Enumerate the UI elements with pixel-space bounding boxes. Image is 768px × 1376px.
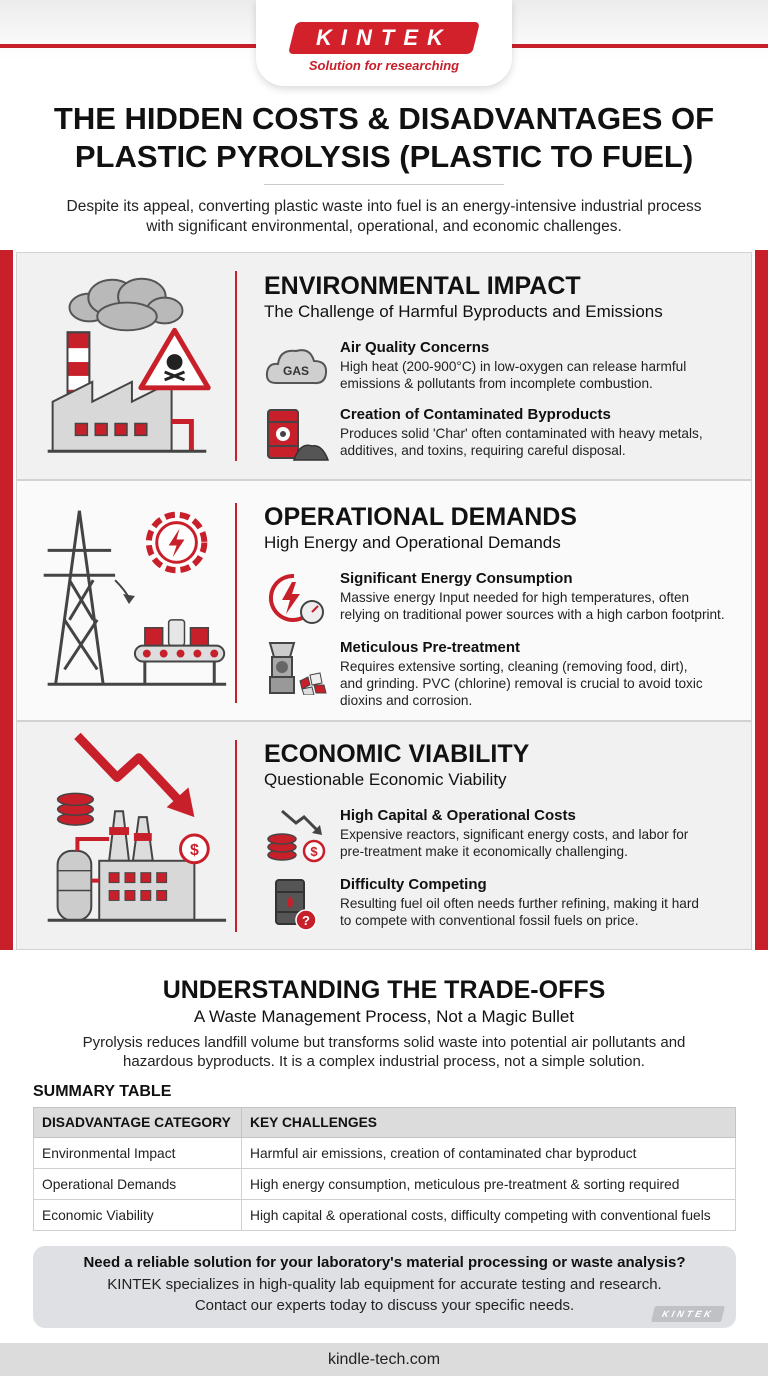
table-cell: Economic Viability — [34, 1200, 242, 1231]
item-desc-line: Massive energy Input needed for high temperatures, often — [340, 590, 690, 605]
section-economic-viability — [16, 721, 752, 950]
logo-tagline: Solution for researching — [308, 58, 460, 73]
item-desc-line: Resulting fuel oil often needs further refining, making it hard — [340, 896, 699, 911]
item-desc-line: Requires extensive sorting, cleaning (removing food, dirt), — [340, 659, 688, 674]
item-title: Difficulty Competing — [340, 876, 487, 893]
item-contaminated-byproducts — [264, 406, 744, 466]
summary-table — [33, 1107, 736, 1231]
column-header: DISADVANTAGE CATEGORY — [34, 1108, 242, 1138]
item-description — [340, 358, 750, 392]
item-pretreatment — [264, 639, 744, 714]
callout-line: KINTEK specializes in high-quality lab equipment for accurate testing and research. — [107, 1276, 662, 1293]
table-cell: Operational Demands — [34, 1169, 242, 1200]
section-title: OPERATIONAL DEMANDS — [264, 503, 577, 531]
table-header-row — [34, 1108, 736, 1138]
item-description — [340, 658, 750, 709]
item-capital-costs — [264, 807, 744, 867]
item-desc-line: to compete with conventional fossil fuels on price. — [340, 913, 639, 928]
gas-cloud-icon — [264, 339, 330, 395]
table-cell: High capital & operational costs, difficulty competing with conventional fuels — [242, 1200, 736, 1231]
section-subtitle: High Energy and Operational Demands — [264, 533, 561, 552]
item-desc-line: pre-treatment make it economically challenging. — [340, 844, 628, 859]
item-title: Creation of Contaminated Byproducts — [340, 406, 611, 423]
table-row — [34, 1138, 736, 1169]
header-accent-line-right — [512, 44, 768, 48]
column-header: KEY CHALLENGES — [242, 1108, 736, 1138]
grinder-icon — [264, 639, 330, 695]
item-description — [340, 589, 750, 623]
item-description — [340, 425, 750, 459]
section-divider — [235, 271, 237, 461]
page-title-line-2: PLASTIC PYROLYSIS (PLASTIC TO FUEL) — [74, 139, 694, 174]
coins-down-icon — [264, 807, 330, 863]
tradeoffs-desc-line: Pyrolysis reduces landfill volume but transforms solid waste into potential air pollutants and — [82, 1034, 686, 1051]
item-desc-line: High heat (200-900°C) in low-oxygen can release harmful — [340, 359, 687, 374]
item-desc-line: additives, and toxins, requiring careful disposal. — [340, 443, 626, 458]
oil-barrel-question-icon — [264, 876, 330, 932]
header — [0, 0, 768, 250]
page-title — [0, 100, 768, 176]
item-title: Meticulous Pre-treatment — [340, 639, 521, 656]
energy-gauge-icon — [264, 570, 330, 626]
item-desc-line: and grinding. PVC (chlorine) removal is crucial to avoid toxic — [340, 676, 703, 691]
section-title: ECONOMIC VIABILITY — [264, 740, 530, 768]
table-cell: High energy consumption, meticulous pre-treatment & sorting required — [242, 1169, 736, 1200]
tradeoffs-description — [40, 1033, 728, 1071]
section-title: ENVIRONMENTAL IMPACT — [264, 272, 581, 300]
table-cell: Environmental Impact — [34, 1138, 242, 1169]
tradeoffs-subtitle: A Waste Management Process, Not a Magic Bullet — [193, 1007, 575, 1026]
item-desc-line: emissions & pollutants from incomplete combustion. — [340, 376, 653, 391]
title-divider — [264, 184, 504, 185]
factory-smoke-hazard-icon — [17, 253, 233, 479]
item-desc-line: Expensive reactors, significant energy costs, and labor for — [340, 827, 689, 842]
footer — [0, 1343, 768, 1376]
item-description — [340, 826, 750, 860]
tradeoffs-title: UNDERSTANDING THE TRADE-OFFS — [162, 976, 606, 1004]
section-subtitle: Questionable Economic Viability — [264, 770, 507, 789]
logo-text: KINTEK — [316, 25, 452, 50]
item-title: Significant Energy Consumption — [340, 570, 573, 587]
tradeoffs-desc-line: hazardous byproducts. It is a complex industrial process, not a simple solution. — [123, 1053, 645, 1070]
summary-table-label: SUMMARY TABLE — [33, 1083, 172, 1100]
intro-line-1: Despite its appeal, converting plastic waste into fuel is an energy-intensive industrial process — [66, 198, 702, 215]
contact-callout — [33, 1246, 736, 1328]
gas-cloud-label: GAS — [282, 364, 310, 378]
refinery-falling-arrow-icon — [17, 722, 233, 949]
footer-url-link[interactable]: kindle-tech.com — [327, 1351, 441, 1368]
callout-heading: Need a reliable solution for your laboratory's material processing or waste analysis? — [83, 1254, 686, 1271]
table-row — [34, 1200, 736, 1231]
toxic-barrel-icon — [264, 406, 330, 462]
table-row — [34, 1169, 736, 1200]
item-air-quality — [264, 339, 744, 399]
item-energy-consumption — [264, 570, 744, 630]
item-description — [340, 895, 750, 929]
section-divider — [235, 503, 237, 703]
item-desc-line: relying on traditional power sources with a high carbon footprint. — [340, 607, 725, 622]
svg-text:$: $ — [310, 844, 318, 859]
table-cell: Harmful air emissions, creation of contaminated char byproduct — [242, 1138, 736, 1169]
right-accent-bar — [755, 250, 768, 950]
item-title: High Capital & Operational Costs — [340, 807, 576, 824]
left-accent-bar — [0, 250, 13, 950]
brand-logo[interactable] — [256, 0, 512, 86]
callout-logo: KINTEK — [651, 1306, 725, 1322]
item-desc-line: dioxins and corrosion. — [340, 693, 473, 708]
header-accent-line-left — [0, 44, 256, 48]
item-desc-line: Produces solid 'Char' often contaminated with heavy metals, — [340, 426, 703, 441]
page-title-line-1: THE HIDDEN COSTS & DISADVANTAGES OF — [53, 101, 715, 136]
section-subtitle: The Challenge of Harmful Byproducts and Emissions — [264, 302, 663, 321]
svg-text:$: $ — [189, 841, 199, 859]
section-operational-demands — [16, 480, 752, 721]
callout-line: Contact our experts today to discuss your specific needs. — [194, 1297, 575, 1314]
item-title: Air Quality Concerns — [340, 339, 490, 356]
section-environmental-impact — [16, 252, 752, 480]
intro-line-2: with significant environmental, operational, and economic challenges. — [146, 218, 622, 235]
power-tower-conveyor-icon — [17, 481, 233, 720]
section-divider — [235, 740, 237, 932]
svg-text:?: ? — [302, 913, 310, 928]
intro-text — [30, 197, 738, 237]
item-difficulty-competing — [264, 876, 744, 936]
